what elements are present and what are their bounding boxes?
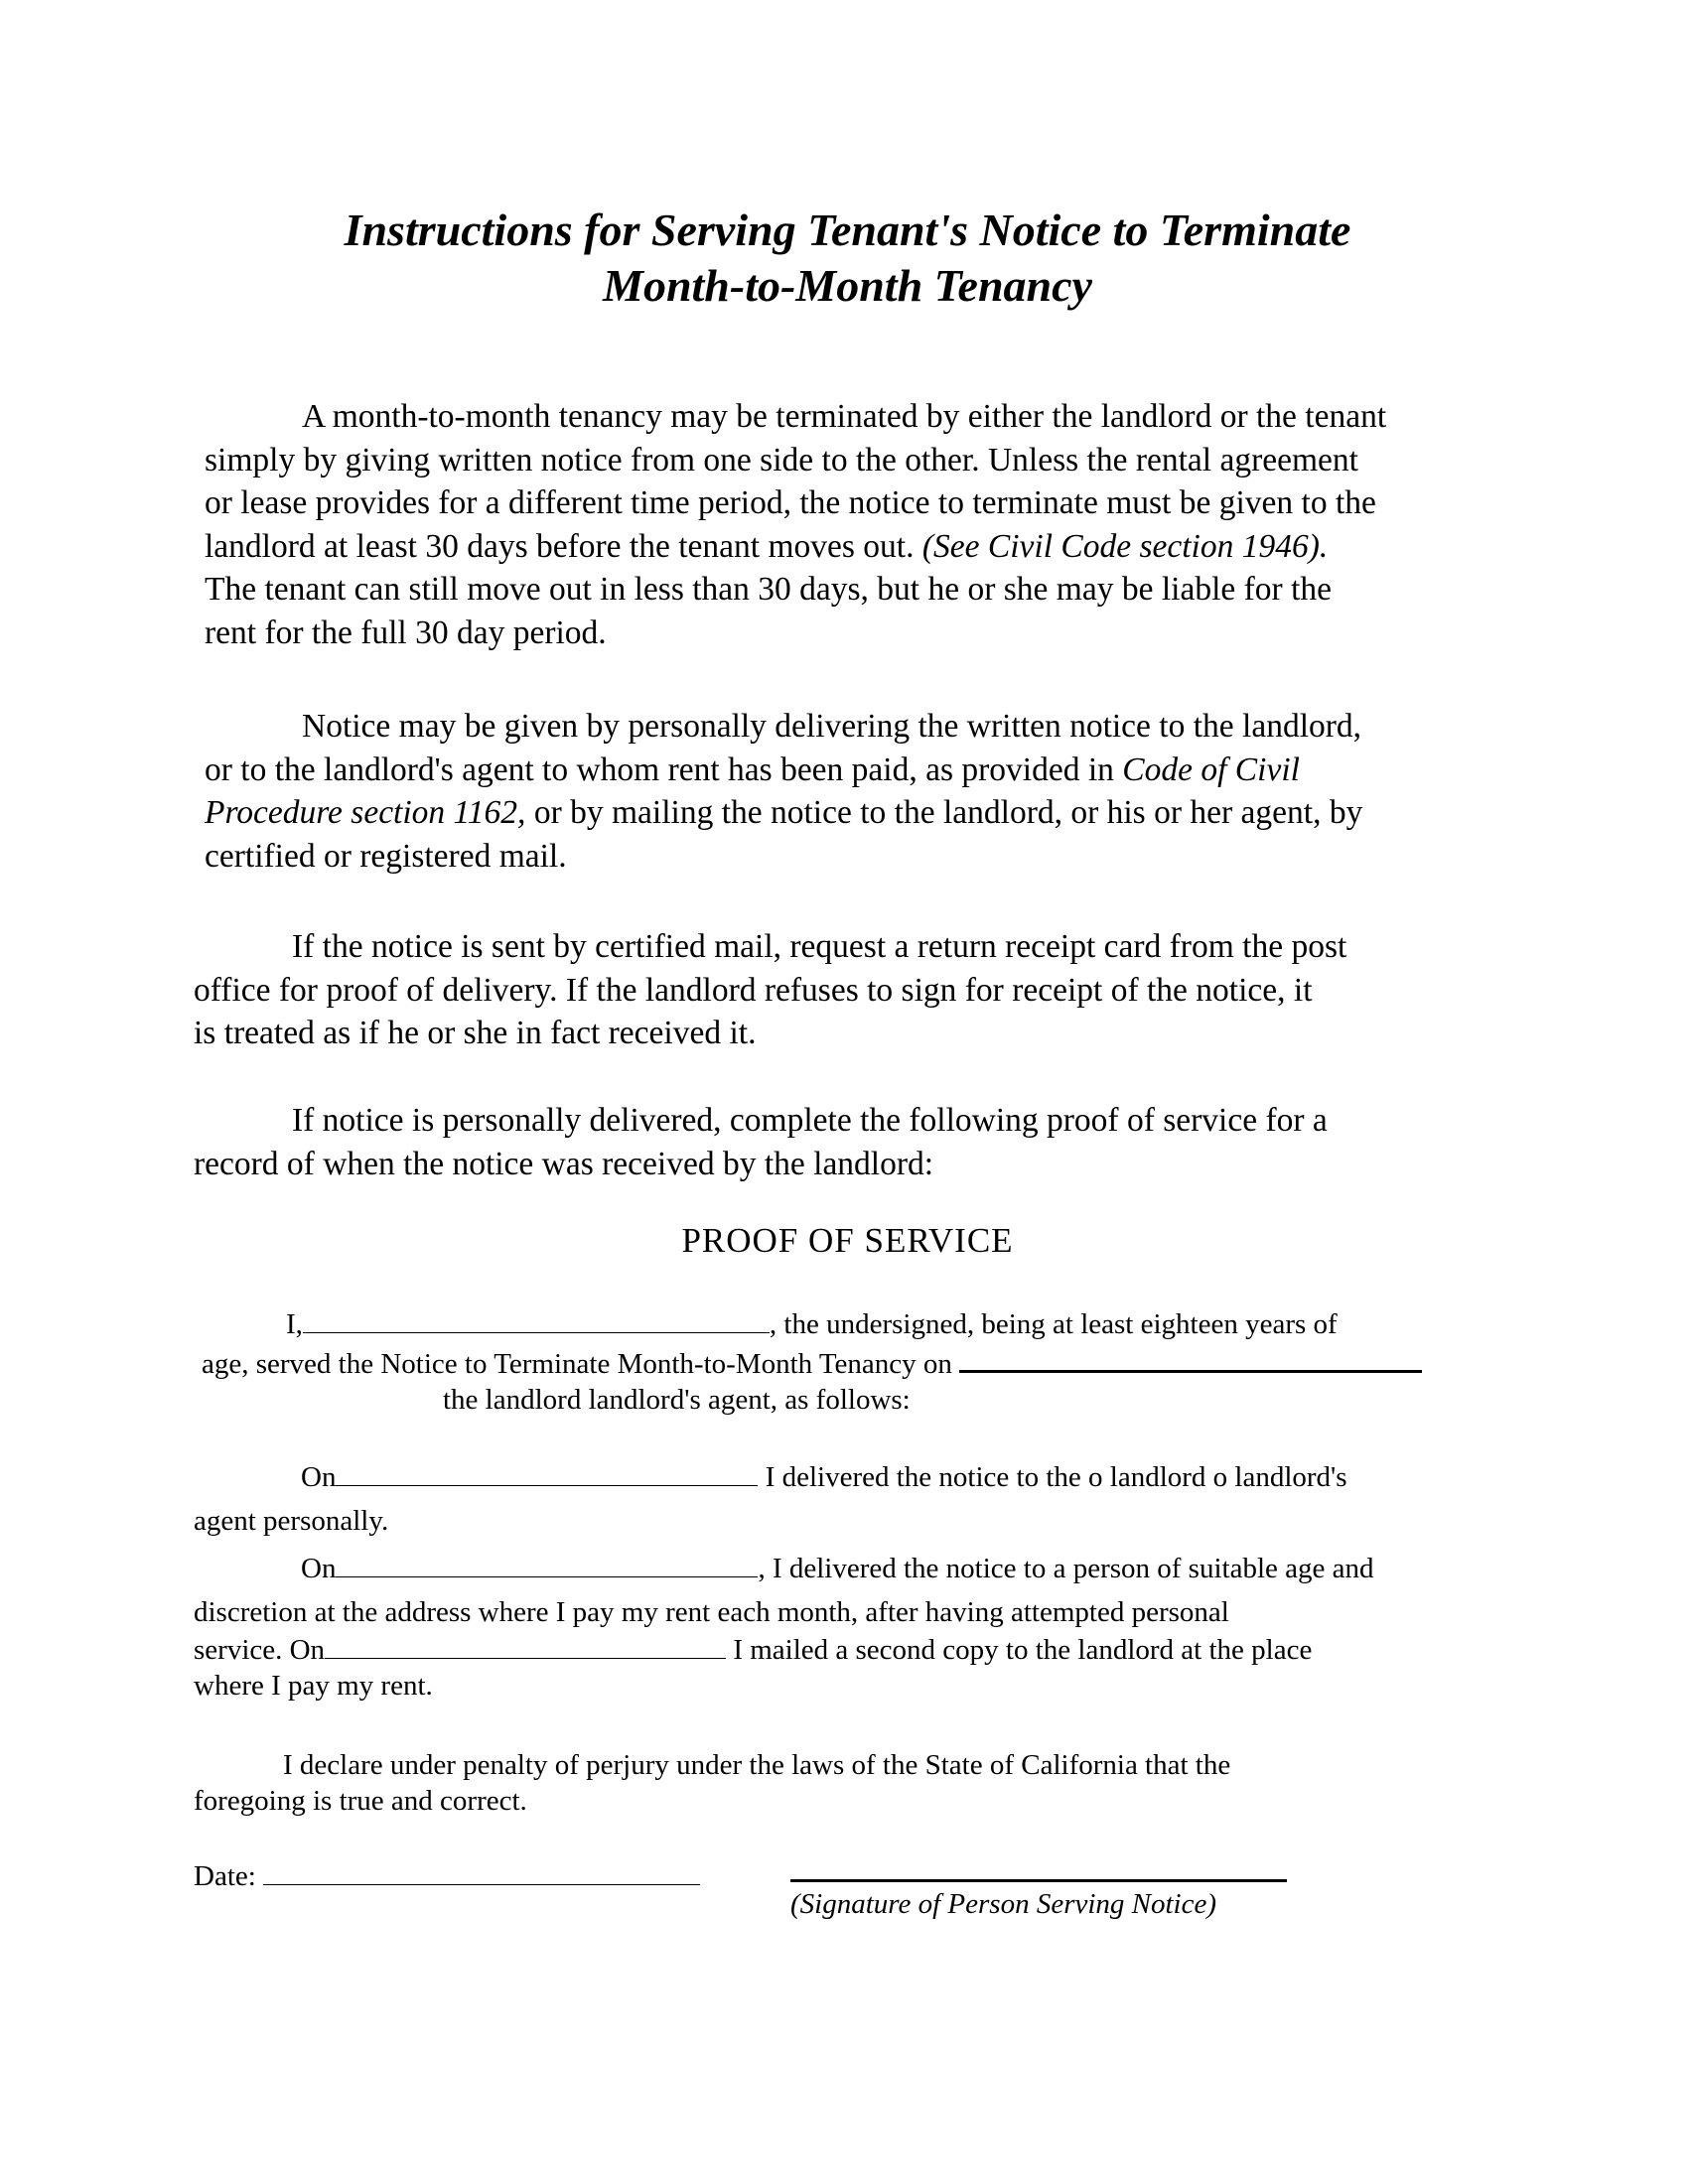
signature-caption: (Signature of Person Serving Notice)	[790, 1888, 1217, 1920]
service-date-field[interactable]	[959, 1342, 1422, 1373]
para2-line-3-text: or by mailing the notice to the landlord, or his or her agent, by	[533, 794, 1363, 831]
proof-s3-line-1-text: , I delivered the notice to a person of suitable age and	[758, 1553, 1374, 1584]
date-label: Date:	[194, 1860, 256, 1892]
proof-statement-1	[202, 1304, 1422, 1418]
proof-s3-line-2: discretion at the address where I pay my rent each month, after having attempted personal	[194, 1596, 1229, 1628]
proof-of-service-heading: PROOF OF SERVICE	[681, 1221, 1014, 1260]
paragraph-certified-mail	[194, 925, 1346, 1055]
paragraph-termination	[205, 395, 1386, 654]
signature-line[interactable]	[790, 1879, 1287, 1882]
personal-delivery-date-field[interactable]	[336, 1457, 758, 1486]
declaration-line-2: foregoing is true and correct.	[194, 1785, 527, 1817]
proof-s1-line-2-text: age, served the Notice to Terminate Month-to-Month Tenancy on	[202, 1348, 952, 1380]
document-title	[0, 203, 1695, 314]
para2-line-1: Notice may be given by personally delivering the written notice to the landlord,	[302, 708, 1362, 745]
date-row	[194, 1856, 700, 1894]
ccp-citation-part-2: Procedure section 1162,	[205, 794, 526, 831]
date-field[interactable]	[263, 1856, 700, 1885]
proof-s3-line-3-prefix: service. On	[194, 1634, 326, 1666]
para1-line-4	[205, 525, 1386, 569]
proof-s2-line-1-text: I delivered the notice to the o landlord o landlord's	[765, 1461, 1347, 1493]
proof-s1-line-3: the landlord landlord's agent, as follows:	[443, 1384, 911, 1416]
para1-line-6: rent for the full 30 day period.	[205, 614, 607, 651]
perjury-declaration	[194, 1747, 1230, 1819]
proof-s1-prefix: I,	[286, 1308, 303, 1340]
para2-line-4: certified or registered mail.	[205, 837, 567, 875]
proof-s3-line-1	[194, 1549, 1374, 1586]
para3-line-3: is treated as if he or she in fact received it.	[194, 1015, 757, 1051]
proof-s1-line-2	[202, 1342, 1422, 1382]
para2-line-2-text: or to the landlord's agent to whom rent has been paid, as provided in	[205, 751, 1114, 788]
proof-s2-line-2: agent personally.	[194, 1505, 389, 1537]
substitute-delivery-date-field[interactable]	[336, 1549, 758, 1577]
proof-s2-prefix: On	[301, 1461, 337, 1493]
proof-s3-prefix: On	[301, 1553, 337, 1584]
civil-code-citation: (See Civil Code section 1946).	[921, 527, 1329, 565]
paragraph-personal-delivery	[194, 1099, 1328, 1185]
proof-s1-line-1	[202, 1304, 1422, 1342]
proof-s2-line-1	[194, 1457, 1347, 1495]
para1-line-3: or lease provides for a different time period, the notice to terminate must be given to the	[205, 484, 1376, 521]
para4-line-1: If notice is personally delivered, complete the following proof of service for a	[292, 1102, 1328, 1139]
proof-statement-3	[194, 1549, 1374, 1704]
proof-statement-2	[194, 1457, 1347, 1539]
declaration-line-1: I declare under penalty of perjury under the laws of the State of California that the	[283, 1749, 1231, 1781]
title-line-1: Instructions for Serving Tenant's Notice to Terminate	[344, 205, 1351, 255]
para1-line-4-text: landlord at least 30 days before the tenant moves out.	[205, 527, 915, 565]
date-line	[194, 1856, 700, 1894]
title-line-2: Month-to-Month Tenancy	[603, 260, 1092, 311]
proof-s1-line-1-text: , the undersigned, being at least eighteen years of	[769, 1308, 1338, 1340]
para1-line-1: A month-to-month tenancy may be terminated by either the landlord or the tenant	[302, 398, 1387, 435]
proof-s3-line-3	[194, 1630, 1374, 1668]
para1-line-5: The tenant can still move out in less than 30 days, but he or she may be liable for the	[205, 571, 1332, 608]
server-name-field[interactable]	[303, 1304, 770, 1333]
proof-s3-line-3-text: I mailed a second copy to the landlord at the place	[733, 1634, 1313, 1666]
para4-line-2: record of when the notice was received by the landlord:	[194, 1145, 934, 1182]
para1-line-2: simply by giving written notice from one side to the other. Unless the rental agreement	[205, 441, 1358, 478]
mailing-date-field[interactable]	[325, 1630, 726, 1659]
para2-line-3	[205, 791, 1362, 835]
para3-line-1: If the notice is sent by certified mail, request a return receipt card from the post	[292, 928, 1347, 965]
ccp-citation-part-1: Code of Civil	[1122, 751, 1300, 788]
proof-s3-line-4: where I pay my rent.	[194, 1670, 433, 1702]
para3-line-2: office for proof of delivery. If the landlord refuses to sign for receipt of the notice, it	[194, 971, 1313, 1009]
paragraph-delivery	[205, 705, 1362, 878]
para2-line-2	[205, 749, 1362, 792]
